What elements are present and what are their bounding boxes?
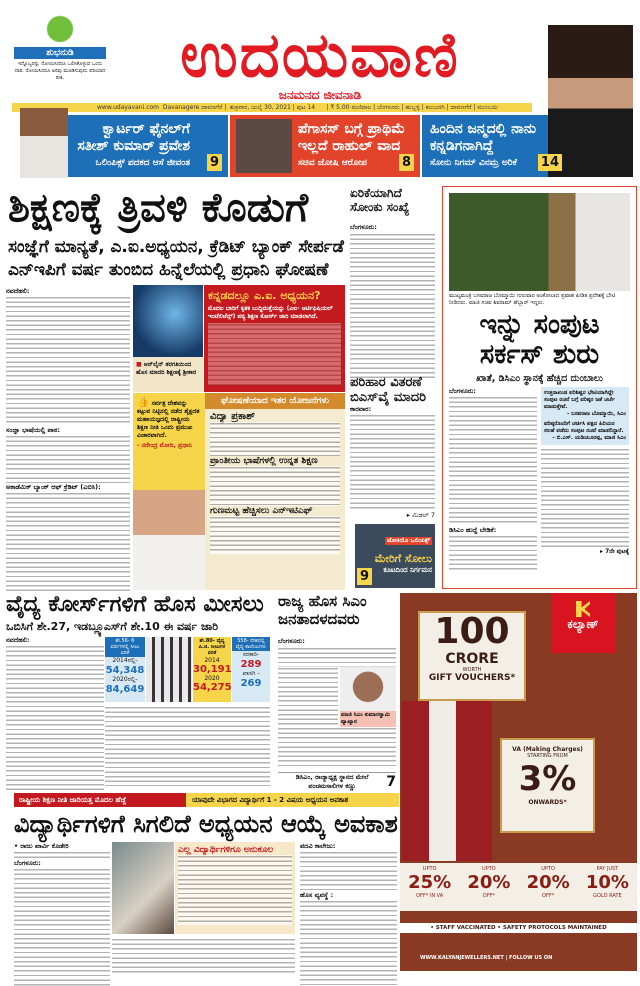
quote-author: - ನರೇಂದ್ರ ಮೋದಿ, ಪ್ರಧಾನಿ — [137, 442, 192, 449]
page-ref[interactable]: 14 — [538, 154, 562, 171]
editions: ಮಣಿಪಾಲ | ಬೆಂಗಳೂರು | ಹುಬ್ಬಳ್ಳಿ | ಕಲಬುರಗಿ | ದಾವಣಗೆರೆ | ಮುಂಬಯಿ — [351, 104, 499, 111]
section-heading: ಸಂಜ್ಞಾ ಭಾಷೆಯಲ್ಲಿ ಪಾಠ: — [6, 426, 61, 434]
continued-link[interactable]: ▸ ಮಿಡಲ್ 7 — [350, 511, 435, 520]
va-label: VA (Making Charges) — [512, 746, 583, 753]
lead-body — [6, 287, 130, 587]
related-story-link[interactable]: ಡಿಸಿಎಂ, ರಾಜ್ಯಾಧ್ಯಕ್ಷ ಸ್ಥಾನದ ಮೇಲೆ ಪಂಚಮಸಾಲಿಗಳ ಕಣ್ಣು — [295, 773, 369, 790]
dateline: ಬೆಂಗಳೂರು: — [350, 223, 377, 231]
stat-label: ಶೇ.56- 6 ವರ್ಷಗಳಲ್ಲಿ ಸೀಟು ಏರಿಕೆ — [105, 637, 145, 657]
logo-quote: ಇನ್ನೊಬ್ಬರನ್ನು ನೋಯಿಸಿದರೂ ಒಲಿಸಿಕೊಳ್ಳುವ ಒಂದು ದಾರಿ. ನೋಯಿಸಿದರೂ ಅರಿವು ಮೂಡಿಸುವುದು ಪರಿಯಾದ ರೀತಿ. — [14, 61, 106, 81]
offer-bottom: OFF* — [542, 893, 555, 899]
offer-value: 10% — [585, 872, 629, 893]
nep-body-3 — [300, 842, 397, 986]
teaser-sub: ಕೂಟದಿಂದ ನಿರ್ಗಮನ — [383, 566, 432, 574]
teaser-headline: ಮೇರಿಗೆ ಸೋಲು — [374, 552, 432, 565]
minister-photo — [236, 119, 292, 173]
story-headline: ರಾಜ್ಯ ಹೊಸ ಸಿಎಂ ಜನತಾದಳದವರು — [278, 592, 367, 628]
lead-subhead-1: ಸಂಜ್ಞೆಗೆ ಮಾನ್ಯತೆ, ಎ.ಐ.ಅಧ್ಯಯನ, ಕ್ರೆಡಿಟ್ ಬ್ಯಾಂಕ್ ಸೇರ್ಪಡೆ — [8, 237, 344, 257]
story-headline: ಏರಿಕೆಯಾಗಿದೆ ಸೋಂಕು ಸಂಖ್ಯೆ — [350, 186, 410, 214]
offers-strip — [400, 863, 637, 911]
offer — [459, 863, 518, 911]
nep-tag-2: ಯಾವುದೇ ವಿಭಾಗದ ವಿದ್ಯಾರ್ಥಿಗೆ 1 - 2 ವಿಷಯ ಅಧ್ಯಯನ ಅವಕಾಶ — [186, 793, 399, 807]
offer-bottom: GOLD RATE — [593, 893, 622, 899]
offer-top: UPTO — [482, 866, 496, 872]
quote-author: - ಬಿ.ಎಸ್. ಯಡಿಯೂರಪ್ಪ, ಮಾಜಿ ಸಿಎಂ — [552, 435, 626, 441]
safety-banner: • STAFF VACCINATED • SAFETY PROTOCOLS MAINTAINED — [400, 923, 637, 933]
offer — [400, 863, 459, 911]
stat-box-pg — [193, 637, 231, 702]
teaser-headline: ಪೆಗಾಸಸ್ ಬಗ್ಗೆ ಪ್ರಾಥಿಮೆ ಇಲ್ಲದೆ ರಾಹುಲ್ ವಾದ — [298, 121, 406, 154]
va-card — [500, 738, 595, 833]
teaser-pegasus[interactable] — [230, 115, 420, 177]
cabinet-story — [442, 186, 637, 589]
scheme-heading: ಪ್ರಾಂತೀಯ ಭಾಷೆಗಳಲ್ಲಿ ಉನ್ನತ ಶಿಕ್ಷಣ — [210, 456, 318, 466]
schemes-box — [205, 393, 345, 590]
voucher-crore: CRORE — [445, 651, 499, 667]
box-lead: ಮೊದಲ ಬಾರಿಗೆ ಕೃತಕ ಬುದ್ಧಿಮತ್ತೆಯನ್ನು (ಎಐ- ಆರ್ಟಿಫಿಷಿಯಲ್ ಇಂಟೆಲಿಜೆನ್ಸ್) ಪಠ್ಯ ಶಿಕ್ಷಣ ಕೋರ್ಸ್ ಜಾರಿ ಮಾಡಲಾಗಿದೆ. — [208, 305, 333, 320]
ad-website[interactable]: WWW.KALYANJEWELLERS.NET | FOLLOW US ON — [420, 955, 553, 961]
story-subhead: ಖಾತೆ, ಡಿಸಿಎಂ ಸ್ಥಾನಕ್ಕೆ ಹೆಚ್ಚಿದ ದುಂಬಾಲು — [476, 373, 603, 384]
stat-value: 54,348 — [105, 665, 145, 676]
stat-value: 54,275 — [193, 682, 232, 693]
scheme-heading: ಗುಣಮಟ್ಟ ಹೆಚ್ಚಿಸಲು ಎನ್‌ಇಟಿಎಫ್ — [210, 506, 313, 516]
actor-photo — [402, 701, 492, 861]
box-title: ಕನ್ನಡದಲ್ಲೂ ಎ.ಐ. ಅಧ್ಯಯನ? — [208, 289, 321, 302]
date-strip: www.udayavani.com Davanagere ದಾವಣಗೆರೆ | ಶುಕ್ರವಾರ, ಜುಲೈ 30, 2021 | ಪುಟ 14 | ₹ 5.00 ಮಣಿಪಾಲ | ಬೆಂಗಳೂರು | ಹುಬ್ಬಳ್ಳಿ | ಕಲಬುರಗಿ | ದಾವಣಗೆರೆ | ಮುಂಬಯಿ — [12, 103, 532, 112]
ai-robot-photo — [133, 285, 203, 357]
offer-top: PAY JUST — [596, 866, 619, 872]
dateline: ಬೆಂಗಳೂರು: — [449, 387, 476, 395]
relief-story — [350, 375, 435, 520]
teaser-headline: ಕ್ವಾರ್ಟರ್ ಫೈನಲ್‌ಗೆ ಸತೀಶ್ ಕುಮಾರ್ ಪ್ರವೇಶ — [77, 121, 190, 154]
story-headline: ಇನ್ನು ಸಂಪುಟ — [479, 309, 600, 340]
teaser-boxing[interactable] — [68, 115, 228, 177]
offer-value: 20% — [526, 872, 570, 893]
stat-label: 558- ದೇಶದಲ್ಲಿ ವೈದ್ಯ ಕಾಲೇಜುಗಳು — [232, 637, 270, 651]
stat-label: ಶೇ.80- ವೈದ್ಯ ಪಿ.ಜಿ. ಸೀಟುಗಳ ಏರಿಕೆ — [198, 638, 226, 656]
stat-key: ಖಾಸಗಿ - — [242, 670, 260, 677]
benefit-box — [175, 842, 295, 934]
lead-subhead-2: ಎನ್‌ಇಪಿಗೆ ವರ್ಷ ತುಂಬಿದ ಹಿನ್ನೆಲೆಯಲ್ಲಿ ಪ್ರಧಾನಿ ಘೋಷಣೆ — [8, 260, 329, 280]
pm-quote-box — [133, 393, 205, 590]
stat-box-colleges — [232, 637, 270, 702]
lead-headline: ಶಿಕ್ಷಣಕ್ಕೆ ತ್ರಿವಳಿ ಕೊಡುಗೆ — [8, 185, 309, 231]
section-heading: ಅಕಾಡೆಮಿಕ್ ಬ್ಯಾಂಕ್ ಆಫ್ ಕ್ರೆಡಿಟ್ (ಎಬಿಸಿ): — [6, 483, 101, 491]
medical-students-photo — [146, 637, 192, 702]
page-ref[interactable]: 7 — [386, 774, 396, 790]
kalyan-k-icon — [576, 601, 590, 617]
ai-study-box — [204, 285, 345, 392]
dateline: ನವದೆಹಲಿ: — [6, 287, 30, 295]
dateline: ನವದೆಹಲಿ: — [6, 636, 30, 644]
voucher-card — [418, 611, 526, 701]
stat-key: 2014ರಲ್ಲಿ- — [112, 657, 138, 664]
va-starting: STARTING FROM — [527, 753, 568, 759]
quote-text: ಉತ್ತರಾಖಂಡ ಪರಿಶಿಷ್ಟರ ಭೇಟಿಯಾಗಿದ್ದೇ ಸಂಪುಟ ರಚನೆ ಬಗ್ಗೆ ವರಿಷ್ಠರ ಜತೆ ಚರ್ಚೆ ಮಾಡುತ್ತೇವೆ. — [544, 390, 615, 410]
tree-icon — [43, 14, 77, 44]
nep-body-2 — [112, 938, 295, 976]
website[interactable]: www.udayavani.com — [97, 104, 160, 111]
teaser-sub: ಸಚಿವ ಜೋಷಿ ಆರೋಪ — [298, 158, 367, 168]
teaser-sub: ಒಲಿಂಪಿಕ್ಸ್ ಪದಕದ ಆಸೆ ಜೀವಂತ — [95, 158, 190, 168]
continued-link[interactable]: ▸ 7ನೇ ಪುಟಕ್ಕೆ — [600, 548, 629, 555]
offer-top: UPTO — [541, 866, 555, 872]
page-ref[interactable]: 9 — [207, 154, 222, 171]
stat-value: 269 — [240, 678, 262, 689]
brand-name: ಕಲ್ಯಾಣ್ — [567, 617, 599, 631]
photo-caption: ಮುಖ್ಯಮಂತ್ರಿ ಬಸವರಾಜ ಬೊಮ್ಮಾಯಿ ಗುರುವಾರ ಅಂಕೋಲಾದ ಪ್ರವಾಹ ಪೀಡಿತ ಪ್ರದೇಶಕ್ಕೆ ಭೇಟಿ ನೀಡಿದರು. ಮಾಜಿ ಸಚಿವ ಶಿವರಾಮ್ ಹೆಬ್ಬಾರ್ ಇದ್ದರು. — [449, 293, 616, 306]
page-ref[interactable]: 9 — [357, 568, 372, 585]
page-count: ಪುಟ 14 — [296, 104, 316, 111]
kalyan-jewellers-ad[interactable] — [400, 593, 637, 971]
offer-value: 20% — [467, 872, 511, 893]
new-cm-story — [278, 592, 396, 791]
story-headline: ಪರಿಹಾರ ವಿತರಣೆ ಬಿಎಸ್‌ವೈ ಮಾದರಿ — [350, 375, 426, 405]
medical-body — [6, 636, 104, 793]
stat-key: 2020 — [204, 675, 220, 682]
stat-key: 2020ರಲ್ಲಿ- — [112, 676, 138, 683]
covid-story — [350, 186, 435, 381]
nep-headline: ವಿದ್ಯಾರ್ಥಿಗಳಿಗೆ ಸಿಗಲಿದೆ ಅಧ್ಯಯನ ಆಯ್ಕೆ ಅವಕಾಶ — [14, 810, 398, 838]
box-title: ಘೋಷಣೆಯಾದ ಇತರ ಯೋಜನೆಗಳು — [205, 393, 345, 409]
olympics-teaser[interactable] — [355, 524, 435, 588]
scheme-heading: ವಿದ್ಯಾ ಪ್ರಕಾಶ್ — [210, 411, 255, 422]
cm-quote-box — [541, 387, 629, 445]
offer — [578, 863, 637, 911]
offer-bottom: OFF* — [482, 893, 495, 899]
pm-photo — [133, 490, 205, 590]
dateline: ಬೆಂಗಳೂರು: — [14, 859, 41, 867]
offer-bottom: OFF* IN VA — [416, 893, 444, 899]
offer-value: 25% — [408, 872, 452, 893]
photo-caption: ■ ಆನ್‌ಲೈನ್ ತರಗತಿಯಿಂದ ಹೊಸ ಮಾದರಿ ಶಿಕ್ಷಣಕ್ಕೆ ಶ್ರೀಕಾರ — [133, 357, 203, 392]
va-percent: 3% — [518, 759, 577, 799]
stat-value: 84,649 — [105, 684, 145, 695]
nep-tag: ರಾಷ್ಟ್ರೀಯ ಶಿಕ್ಷಣ ನೀತಿ ಜಾರಿಯತ್ತ ಮೊದಲ ಹೆಜ್ಜೆ — [14, 793, 186, 807]
story-headline: ಸರ್ಕಸ್ ಶುರು — [479, 339, 600, 370]
medical-subhead: ಒಬಿಸಿಗೆ ಶೇ.27, ಇಡಬ್ಲ್ಯೂಎಸ್‌ಗೆ ಶೇ.10 ಈ ವರ್ಷ ಜಾರಿ — [6, 620, 219, 633]
masthead-tagline: ಜನಮನದ ಜೀವನಾಡಿ — [278, 88, 362, 102]
nep-body — [14, 842, 110, 986]
section-heading: ಡಿಸಿಎಂ ಹುದ್ದೆ ಬೇಡಿಕೆ: — [449, 526, 497, 534]
dateline: ಬೆಂಗಳೂರು: — [278, 637, 305, 645]
teaser-athlete-photo — [20, 108, 68, 178]
kumaraswamy-photo — [340, 667, 396, 711]
dateline: ಕಾರವಾರ: — [350, 405, 372, 413]
teaser-headline: ಹಿಂದಿನ ಜನ್ಮದಲ್ಲಿ ನಾನು ಕನ್ನಡಿಗನಾಗಿದ್ದೆ — [430, 121, 537, 154]
medical-headline: ವೈದ್ಯ ಕೋರ್ಸ್‌ಗಳಿಗೆ ಹೊಸ ಮೀಸಲು — [6, 592, 264, 617]
caption-text: ಆನ್‌ಲೈನ್ ತರಗತಿಯಿಂದ ಹೊಸ ಮಾದರಿ ಶಿಕ್ಷಣಕ್ಕೆ ಶ್ರೀಕಾರ — [136, 361, 197, 376]
offer — [519, 863, 578, 911]
stat-key: 2014 — [204, 657, 220, 664]
quote-author: - ಬಸವರಾಜ ಬೊಮ್ಮಾಯಿ, ಸಿಎಂ — [566, 411, 626, 417]
logo-name: ಶುಭನುಡಿ — [14, 47, 106, 59]
va-onwards: ONWARDS* — [528, 799, 567, 806]
stat-box-seats — [105, 637, 145, 702]
offer-top: UPTO — [422, 866, 437, 872]
medical-body-continued — [105, 706, 270, 786]
flood-visit-photo — [449, 193, 630, 291]
teaser-sub: ಸೋನು ನಿಗಮ್ ವಿನಮ್ರ ಅರಿಕೆ — [430, 158, 517, 168]
brand-logo — [551, 593, 615, 653]
stat-value: 30,191 — [193, 664, 232, 675]
quote-text: ಸರ್ವತ್ರ ದೇಶವನ್ನು ಕಟ್ಟುವ ನಿಟ್ಟಿನಲ್ಲಿ ನಡೆದ ಶೈಕ್ಷಣಿಕ ಮಹಾಯಜ್ಞದಲ್ಲಿ ರಾಷ್ಟ್ರೀಯ ಶಿಕ್ಷಣ ನೀತಿ ಒಂದು ಪ್ರಮುಖ ವಿಚಾರವಾಗಿದೆ. — [137, 400, 200, 439]
section-heading: ಹೊಸ ವ್ಯವಸ್ಥೆ : — [300, 891, 334, 899]
voucher-amount: 100 — [434, 611, 510, 652]
voucher-worth: WORTH — [462, 667, 482, 673]
box-title: ಎಲ್ಲ ವಿದ್ಯಾರ್ಥಿಗಳಿಗೂ ಅನುಕೂಲ — [178, 845, 274, 855]
dateline: ಪದವಿ ಕಾಲೇಜು: — [300, 842, 336, 850]
price: ₹ 5.00 — [330, 104, 350, 111]
photo-caption: ಮಾಜಿ ಸಿಎಂ ಕುಮಾರಸ್ವಾಮಿ ವ್ಯಾಖ್ಯಾನ — [340, 711, 396, 727]
edition: Davanagere ದಾವಣಗೆರೆ — [162, 104, 223, 111]
page-ref[interactable]: 8 — [399, 154, 414, 171]
stat-value: 289 — [240, 659, 262, 670]
thumbs-up-icon: 👍 — [137, 397, 150, 408]
teaser-label: ಟೋಕಿಯೊ ಒಲಿಂಪಿಕ್ಸ್ — [387, 537, 430, 544]
voucher-label: GIFT VOUCHERS* — [428, 673, 516, 683]
masthead-title: ಉದಯವಾಣಿ — [180, 18, 460, 91]
logo-shubhanudi — [14, 14, 106, 104]
byline: • ರಾಜು ಖಾರ್ವಿ ಕೊಡೇರಿ — [14, 842, 69, 850]
students-photo — [112, 842, 174, 934]
date: ಶುಕ್ರವಾರ, ಜುಲೈ 30, 2021 — [230, 104, 291, 111]
quote-text: ವರಿಷ್ಠರೊಂದಿಗೆ ಚರ್ಚಿಸಿ ಪಕ್ಷದ ಹಿರಿಯರ ಸಲಹೆ ಪಡೆದು ಸಂಪುಟ ರಚನೆ ಮಾಡಲಿದ್ದಾರೆ. — [544, 421, 624, 434]
stat-key: ಸರಕಾರಿ- — [242, 651, 260, 658]
teaser-sonu-nigam[interactable] — [422, 115, 559, 177]
